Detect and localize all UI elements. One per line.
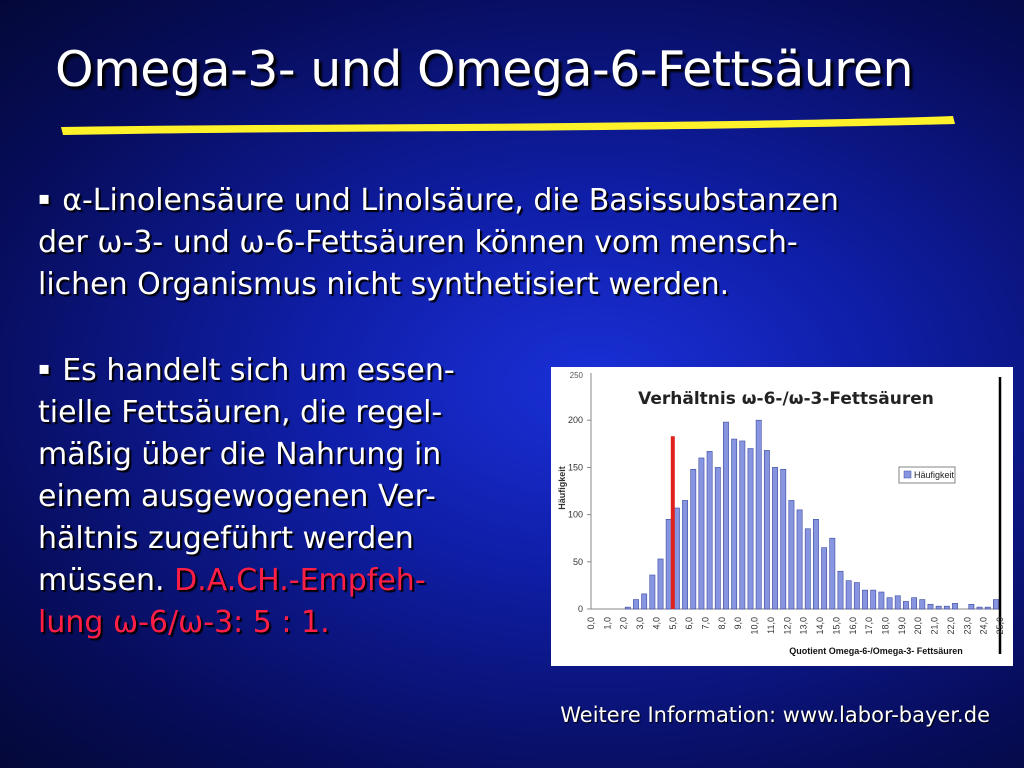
x-tick-label: 1,0 <box>602 617 613 630</box>
histogram-bar <box>781 469 786 609</box>
footer-info: Weitere Information: www.labor-bayer.de <box>560 703 990 727</box>
bullet-1-line-3: lichen Organismus nicht synthetisiert werden. <box>38 267 730 302</box>
y-tick-label-top: 250 <box>569 371 583 380</box>
histogram-bar <box>977 607 982 609</box>
legend-label: Häufigkeit <box>914 470 955 480</box>
histogram-bar <box>707 451 712 609</box>
histogram-bar <box>756 420 761 609</box>
x-tick-label: 8,0 <box>716 617 727 630</box>
histogram-bar <box>764 450 769 609</box>
x-tick-label: 18,0 <box>880 617 891 635</box>
histogram-bar <box>748 449 753 609</box>
slide-title: Omega-3- und Omega-6-Fettsäuren <box>55 41 914 98</box>
bullet-point-2 <box>38 348 538 644</box>
x-tick-label: 14,0 <box>815 617 826 635</box>
y-tick-label: 150 <box>567 462 583 473</box>
histogram-bar <box>772 467 777 609</box>
recommendation-ratio: lung ω-6/ω-3: 5 : 1. <box>38 605 330 640</box>
chart-title: Verhältnis ω-6-/ω-3-Fettsäuren <box>638 389 934 409</box>
x-tick-label: 4,0 <box>651 617 662 630</box>
x-tick-label: 0,0 <box>586 617 596 630</box>
histogram-bar <box>895 596 900 609</box>
histogram-bar <box>887 598 892 609</box>
histogram-bar <box>838 571 843 609</box>
histogram-bar <box>985 607 990 609</box>
histogram-bar <box>650 575 655 609</box>
histogram-bar <box>854 583 859 609</box>
histogram-bar <box>846 581 851 609</box>
histogram-bar <box>993 600 998 609</box>
bullet-2-line-4: einem ausgewogenen Ver- <box>38 479 436 514</box>
histogram-bar <box>633 600 638 609</box>
x-tick-label: 24,0 <box>978 617 989 635</box>
y-axis-label: Häufigkeit <box>557 466 567 510</box>
histogram-bar <box>805 529 810 609</box>
x-tick-label: 19,0 <box>896 617 907 635</box>
x-tick-label: 2,0 <box>618 617 629 630</box>
bullet-1-line-1 <box>38 178 988 222</box>
bullet-2-line-2: tielle Fettsäuren, die regel- <box>38 395 443 430</box>
histogram-bar <box>944 606 949 609</box>
bullet-2-text-6: müssen. <box>38 563 165 598</box>
x-tick-label: 16,0 <box>847 617 858 635</box>
bullet-square-icon: ▪ <box>38 188 51 209</box>
recommendation-text: D.A.CH.-Empfeh- <box>174 563 426 598</box>
x-tick-label: 13,0 <box>798 617 809 635</box>
bullet-2-line-5: hältnis zugeführt werden <box>38 521 414 556</box>
histogram-bar <box>969 604 974 609</box>
x-tick-label: 17,0 <box>864 617 875 635</box>
x-tick-label: 9,0 <box>733 617 744 630</box>
histogram-bar <box>674 508 679 609</box>
bullet-1-text-1: -Linolensäure und Linolsäure, die Basissubstanzen <box>81 183 839 218</box>
x-tick-label: 3,0 <box>635 617 646 630</box>
x-tick-label: 23,0 <box>962 617 973 635</box>
x-tick-label: 5,0 <box>667 617 678 630</box>
histogram-bar <box>699 458 704 609</box>
x-tick-label: 10,0 <box>749 617 760 635</box>
histogram-bar <box>830 538 835 609</box>
histogram-bar <box>789 500 794 609</box>
histogram-bar <box>740 441 745 609</box>
x-tick-label: 12,0 <box>782 617 793 635</box>
x-tick-label: 11,0 <box>765 617 776 634</box>
x-tick-label: 6,0 <box>684 617 695 630</box>
histogram-bar <box>642 594 647 609</box>
histogram-bar <box>813 519 818 609</box>
x-tick-label: 20,0 <box>913 617 924 635</box>
x-tick-label: 15,0 <box>831 617 842 635</box>
bullet-square-icon: ▪ <box>38 358 51 379</box>
y-tick-label: 50 <box>572 556 583 567</box>
y-tick-label: 200 <box>567 415 583 426</box>
histogram-bar <box>732 439 737 609</box>
legend-swatch <box>904 471 911 478</box>
histogram-bar <box>682 500 687 609</box>
alpha-symbol: α <box>62 183 82 218</box>
x-tick-label: 7,0 <box>700 617 711 630</box>
histogram-bar <box>797 510 802 609</box>
x-tick-label: 22,0 <box>945 617 956 635</box>
y-tick-label: 100 <box>567 509 583 520</box>
x-axis-label: Quotient Omega-6-/Omega-3- Fettsäuren <box>789 646 963 656</box>
bullet-2-line-6 <box>38 560 538 602</box>
x-tick-label: 25,0 <box>995 617 1005 635</box>
bullet-2-line-3: mäßig über die Nahrung in <box>38 437 442 472</box>
bullet-2-text-1: Es handelt sich um essen- <box>62 353 455 388</box>
bullet-1-line-2: der ω-3- und ω-6-Fettsäuren können vom mensch- <box>38 225 798 260</box>
histogram-svg <box>551 367 1013 666</box>
histogram-bar <box>625 607 630 609</box>
histogram-bar <box>879 592 884 609</box>
title-underline <box>55 112 960 140</box>
histogram-bar <box>920 600 925 609</box>
histogram-bar <box>715 467 720 609</box>
histogram-bar <box>723 422 728 609</box>
histogram-chart <box>551 367 1013 666</box>
histogram-bar <box>691 469 696 609</box>
x-tick-label: 21,0 <box>929 617 940 635</box>
histogram-bar <box>952 603 957 609</box>
histogram-bar <box>862 590 867 609</box>
histogram-bar <box>822 548 827 609</box>
histogram-bar <box>871 590 876 609</box>
histogram-bar <box>666 519 671 609</box>
histogram-bar <box>911 598 916 609</box>
histogram-bar <box>658 559 663 609</box>
y-tick-label: 0 <box>577 604 583 614</box>
histogram-bar <box>936 606 941 609</box>
bullet-2-line-1 <box>38 348 538 392</box>
histogram-bar <box>903 601 908 609</box>
histogram-bar <box>928 604 933 609</box>
bullet-point-1 <box>38 178 988 306</box>
